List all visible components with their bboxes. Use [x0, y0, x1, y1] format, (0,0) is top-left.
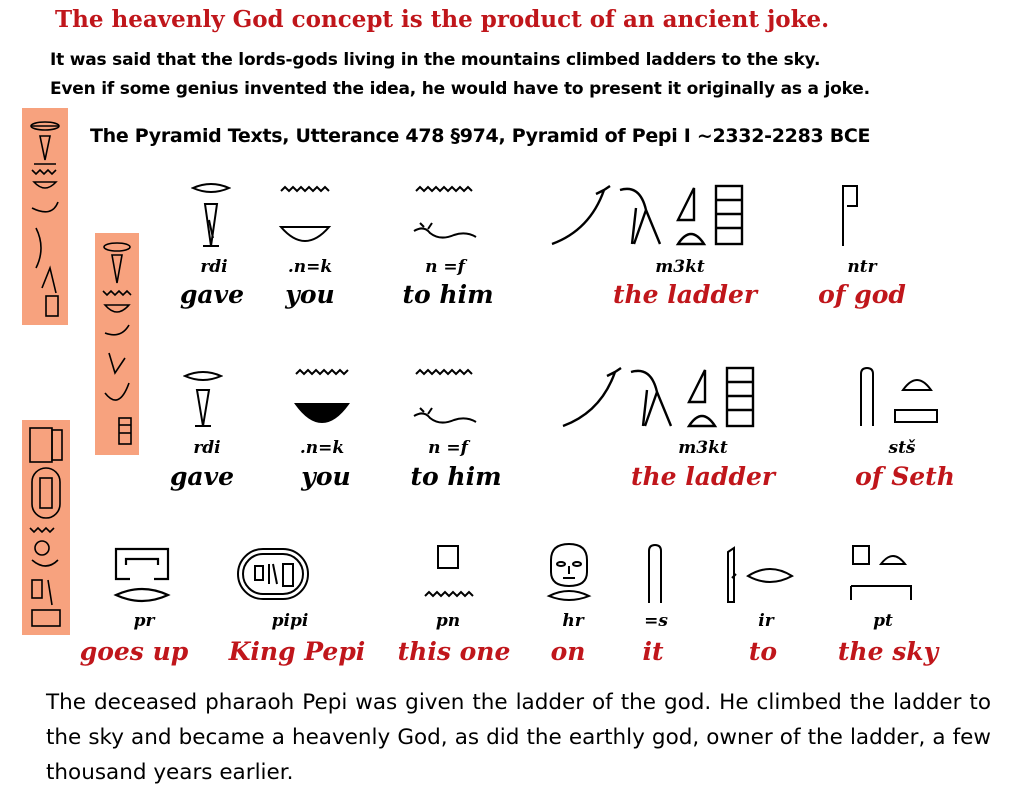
row1-gloss-3: to him [402, 280, 494, 309]
row2-translit-5: stš [888, 438, 916, 458]
glyph-flag-netjer [833, 182, 863, 250]
glyph-water-viper [410, 185, 480, 245]
glyph-folded-cloth [644, 543, 666, 607]
glyph-mouth-cone [191, 180, 231, 250]
row3-translit-5: =s [644, 611, 668, 631]
row3-translit-7: pt [873, 611, 893, 631]
row3-translit-4: hr [562, 611, 584, 631]
row3-gloss-4: on [550, 637, 586, 666]
row3-gloss-2: King Pepi [228, 637, 366, 666]
row3-translit-3: pn [435, 611, 461, 631]
row1-translit-3: n =f [425, 257, 465, 277]
row2-gloss-5: of Seth [855, 462, 955, 491]
page-title: The heavenly God concept is the product of an ancient joke. [55, 6, 830, 33]
row1-gloss-1: gave [179, 280, 245, 309]
row2-translit-1: rdi [193, 438, 221, 458]
glyph-sky-pt [847, 542, 917, 606]
row3-gloss-5: it [642, 637, 664, 666]
glyph-mouth-cone-2 [183, 368, 223, 430]
row1-translit-5: ntr [847, 257, 877, 277]
hieroglyph-column-image-3 [22, 420, 70, 635]
summary-paragraph: The deceased pharaoh Pepi was given the ladder of the god. He climbed the ladder to the sky and became a heavenly God, as did the earthly god, owner of the ladder, a few thousand years earlier. [46, 690, 991, 785]
glyph-square-water [421, 542, 477, 606]
row1-translit-1: rdi [200, 257, 228, 277]
row1-gloss-4: the ladder [612, 280, 758, 309]
row3-translit-1: pr [133, 611, 155, 631]
row2-translit-2: .n=k [299, 438, 345, 458]
row1-translit-2: .n=k [287, 257, 333, 277]
intro-line-1: It was said that the lords-gods living in the mountains climbed ladders to the sky. [50, 50, 821, 70]
row3-gloss-1: goes up [79, 637, 189, 666]
row1-gloss-5: of god [818, 280, 906, 309]
glyph-eye-ir [724, 544, 796, 606]
row3-gloss-6: to [748, 637, 778, 666]
row1-translit-4: m3kt [655, 257, 705, 277]
intro-line-2: Even if some genius invented the idea, he would have to present it originally as a joke. [50, 79, 870, 99]
glyph-water-viper-2 [410, 368, 480, 430]
row2-translit-4: m3kt [678, 438, 728, 458]
glyph-water-bowl [275, 185, 335, 245]
row2-gloss-3: to him [410, 462, 502, 491]
row3-gloss-3: this one [397, 637, 511, 666]
row3-translit-2: pipi [271, 611, 309, 631]
glyph-cartouche-pepi [235, 546, 311, 602]
source-citation: The Pyramid Texts, Utterance 478 §974, Pyramid of Pepi I ~2332-2283 BCE [90, 125, 871, 147]
row1-gloss-2: you [285, 280, 335, 309]
glyph-face-hr [541, 542, 597, 606]
hieroglyph-column-image-1 [22, 108, 68, 325]
hieroglyph-column-image-2 [95, 233, 139, 455]
glyph-ladder-group-2 [561, 364, 791, 432]
row3-gloss-7: the sky [837, 637, 939, 666]
row2-gloss-2: you [301, 462, 351, 491]
row2-gloss-4: the ladder [630, 462, 776, 491]
row2-translit-3: n =f [428, 438, 468, 458]
row3-translit-6: ir [758, 611, 774, 631]
row2-gloss-1: gave [169, 462, 235, 491]
glyph-water-bowl-2 [292, 368, 352, 430]
glyph-ladder-group [550, 180, 780, 250]
glyph-house-mouth [110, 545, 174, 607]
glyph-seth-group [855, 366, 941, 430]
